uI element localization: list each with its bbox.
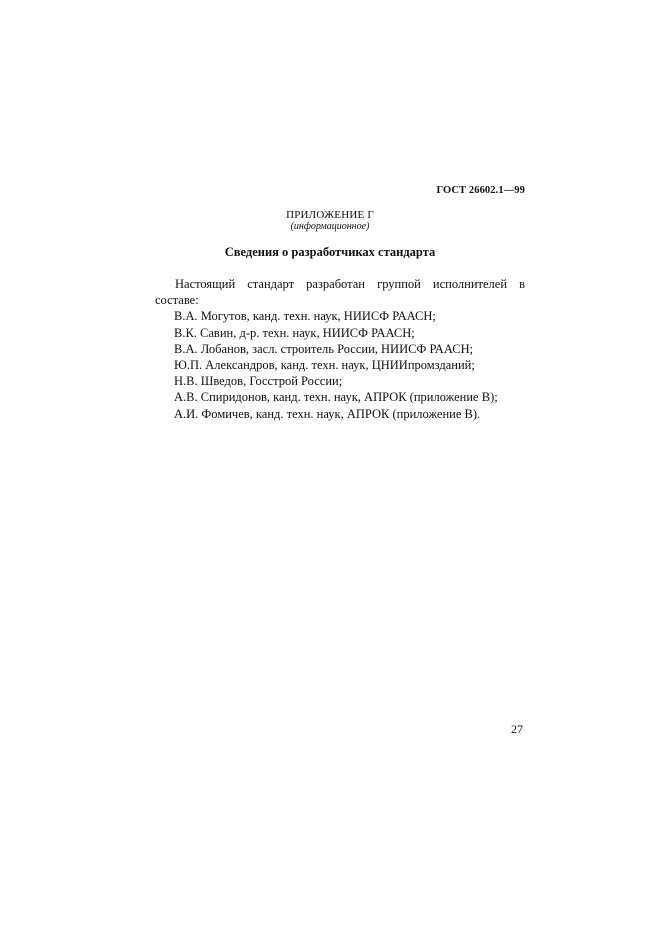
developer-item: Ю.П. Александров, канд. техн. наук, ЦНИИпромзданий; (174, 358, 475, 373)
developer-item: А.В. Спиридонов, канд. техн. наук, АПРОК (приложение В); (174, 390, 498, 405)
section-heading: Сведения о разработчиках стандарта (224, 245, 436, 259)
appendix-header (230, 209, 430, 233)
developer-item: А.И. Фомичев, канд. техн. наук, АПРОК (приложение В). (174, 406, 481, 421)
document-code: ГОСТ 26602.1—99 (436, 185, 525, 196)
developer-item: В.А. Могутов, канд. техн. наук, НИИСФ РААСН; (174, 309, 436, 324)
body-text (155, 276, 525, 422)
appendix-note: (информационное) (290, 221, 370, 232)
developer-list (155, 308, 525, 421)
developer-item: В.К. Савин, д-р. техн. наук, НИИСФ РААСН; (174, 325, 415, 340)
appendix-title: ПРИЛОЖЕНИЕ Г (286, 209, 374, 221)
developer-item: В.А. Лобанов, засл. строитель России, НИИСФ РААСН; (174, 341, 474, 356)
intro-paragraph: Настоящий стандарт разработан группой исполнителей в составе: (155, 277, 525, 308)
page-number: 27 (511, 722, 523, 736)
developer-item: Н.В. Шведов, Госстрой России; (174, 374, 343, 389)
